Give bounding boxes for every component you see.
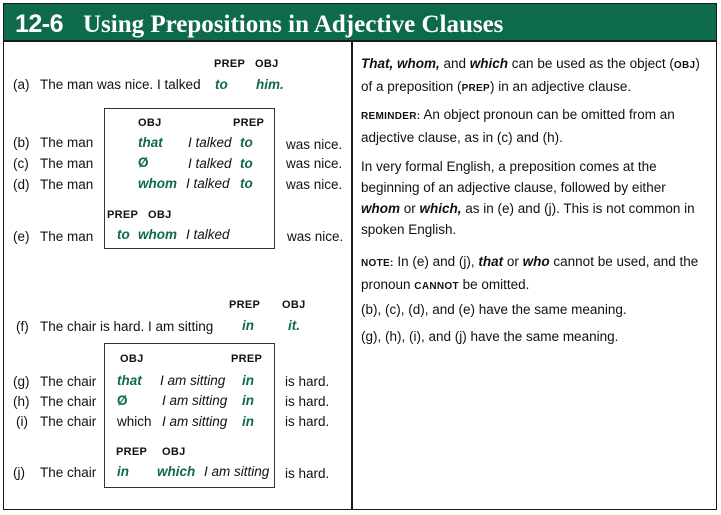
example-subject: The man xyxy=(40,229,94,244)
column-divider xyxy=(351,42,353,509)
prep-label: PREP xyxy=(231,353,263,365)
relative-pronoun: which xyxy=(157,464,196,479)
relative-pronoun: which xyxy=(117,414,152,429)
main-clause-rest: was nice. xyxy=(287,229,344,244)
prep-label: PREP xyxy=(107,209,139,221)
note-cannot-omit: NOTE: In (e) and (j), that or who cannot be used, and the pronoun CANNOT be omitted. xyxy=(361,254,699,292)
prep-label: PREP xyxy=(229,299,261,311)
clause-text: I am sitting xyxy=(204,464,270,479)
example-marker: (g) xyxy=(13,374,30,389)
omitted-pronoun: Ø xyxy=(117,393,128,408)
prep-label: PREP xyxy=(233,117,265,129)
relative-pronoun: that xyxy=(138,135,163,150)
example-marker: (e) xyxy=(13,229,30,244)
title-bar xyxy=(4,4,716,42)
main-clause-rest: is hard. xyxy=(285,374,330,389)
preposition-word: to xyxy=(240,176,253,191)
preposition-word: in xyxy=(242,393,254,408)
example-marker: (j) xyxy=(13,465,25,480)
clause-text: I talked xyxy=(186,176,230,191)
example-subject: The man xyxy=(40,135,94,150)
main-clause-rest: was nice. xyxy=(286,137,343,152)
example-sentence: The man was nice. I talked xyxy=(40,77,201,92)
example-subject: The chair xyxy=(40,465,97,480)
obj-label: OBJ xyxy=(120,353,144,365)
obj-label: OBJ xyxy=(282,299,306,311)
preposition-word: in xyxy=(117,464,129,479)
example-marker: (c) xyxy=(13,156,29,171)
clause-text: I am sitting xyxy=(160,373,226,388)
clause-text: I am sitting xyxy=(162,393,228,408)
note-formal-english: In very formal English, a preposition comes at the beginning of an adjective clause, followed by either whom or which, as in (e) and (j). This is not common in spoken English. xyxy=(361,159,695,237)
main-clause-rest: is hard. xyxy=(285,394,330,409)
preposition-word: to xyxy=(215,77,228,92)
object-word: it. xyxy=(288,318,300,333)
obj-label: OBJ xyxy=(162,446,186,458)
object-word: him. xyxy=(256,77,284,92)
note-reminder: REMINDER: An object pronoun can be omitted from an adjective clause, as in (c) and (h). xyxy=(361,107,675,145)
relative-pronoun: that xyxy=(117,373,142,388)
note-same-meaning-b-e: (b), (c), (d), and (e) have the same meaning. xyxy=(361,302,627,317)
preposition-word: in xyxy=(242,414,254,429)
main-clause-rest: was nice. xyxy=(286,177,343,192)
example-subject: The chair xyxy=(40,394,97,409)
note-same-meaning-g-j: (g), (h), (i), and (j) have the same meaning. xyxy=(361,329,619,344)
example-subject: The chair xyxy=(40,414,97,429)
example-subject: The man xyxy=(40,156,94,171)
example-subject: The chair xyxy=(40,374,97,389)
clause-text: I talked xyxy=(186,227,230,242)
example-marker: (a) xyxy=(13,77,30,92)
obj-label: OBJ xyxy=(255,58,279,70)
example-subject: The man xyxy=(40,177,94,192)
relative-pronoun: whom xyxy=(138,176,177,191)
main-clause-rest: is hard. xyxy=(285,414,330,429)
clause-text: I talked xyxy=(188,135,232,150)
clause-text: I talked xyxy=(188,156,232,171)
preposition-word: to xyxy=(117,227,130,242)
prep-label: PREP xyxy=(116,446,148,458)
example-marker: (f) xyxy=(16,319,29,334)
note-object-of-preposition: That, whom, and which can be used as the object (OBJ) of a preposition (PREP) in an adjective clause. xyxy=(361,56,700,94)
example-marker: (h) xyxy=(13,394,30,409)
preposition-word: to xyxy=(240,135,253,150)
example-marker: (d) xyxy=(13,177,30,192)
obj-label: OBJ xyxy=(148,209,172,221)
preposition-word: in xyxy=(242,373,254,388)
main-clause-rest: is hard. xyxy=(285,466,330,481)
prep-label: PREP xyxy=(214,58,246,70)
relative-pronoun: whom xyxy=(138,227,177,242)
obj-label: OBJ xyxy=(138,117,162,129)
clause-text: I am sitting xyxy=(162,414,228,429)
main-clause-rest: was nice. xyxy=(286,156,343,171)
example-sentence: The chair is hard. I am sitting xyxy=(40,319,214,334)
example-marker: (b) xyxy=(13,135,30,150)
chart-number: 12-6 xyxy=(15,10,64,38)
omitted-pronoun: Ø xyxy=(138,155,149,170)
preposition-word: to xyxy=(240,156,253,171)
preposition-word: in xyxy=(242,318,254,333)
chart-title: Using Prepositions in Adjective Clauses xyxy=(83,11,504,38)
example-marker: (i) xyxy=(16,414,28,429)
